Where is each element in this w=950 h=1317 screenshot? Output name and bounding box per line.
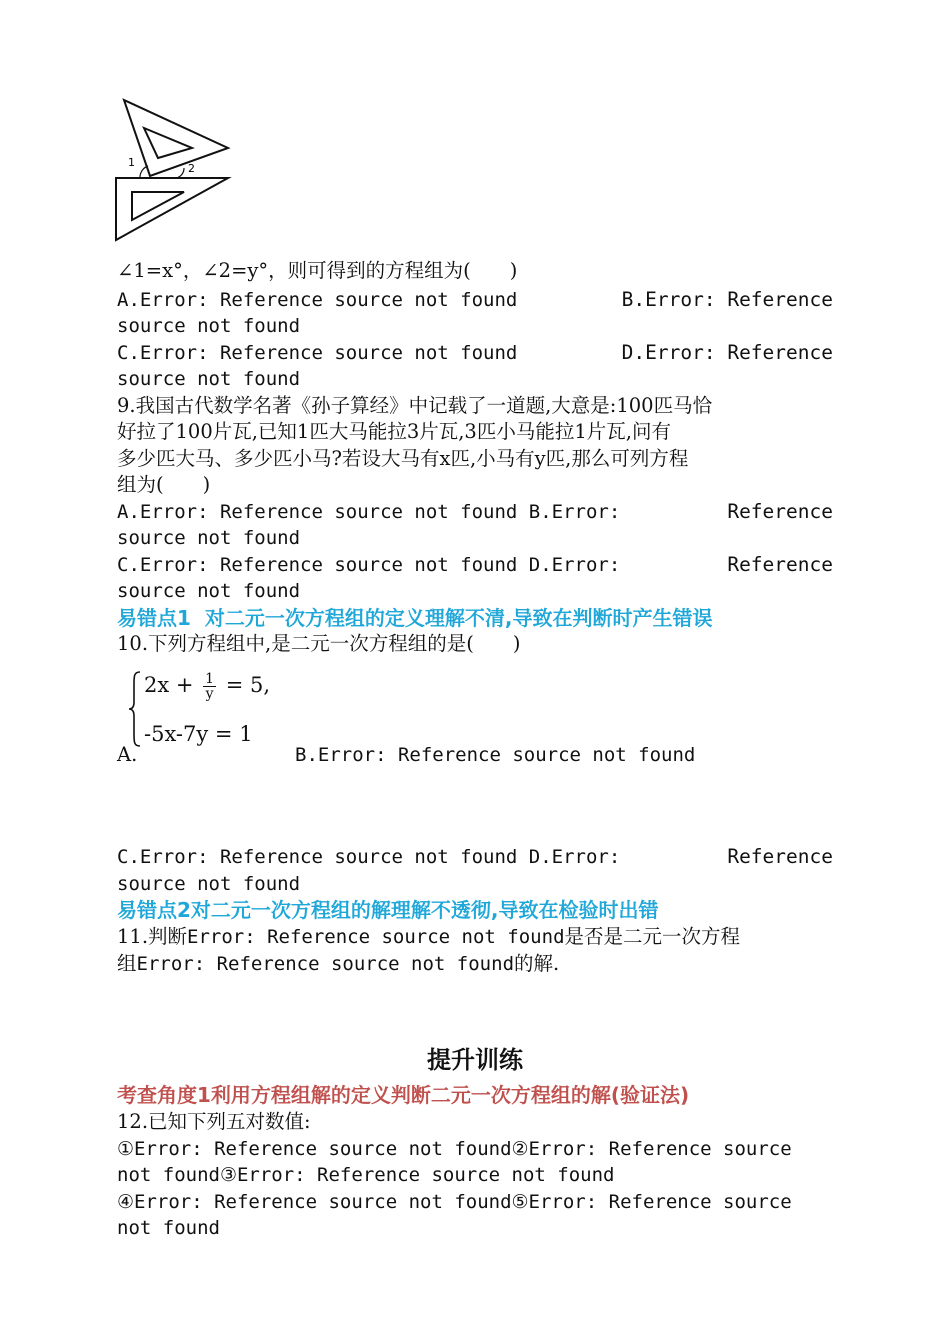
q11-line2-a: 组 — [117, 952, 137, 975]
q11-line1-c: 是否是二元一次方程 — [564, 925, 741, 948]
q10-equation-2: -5x-7y = 1 — [144, 722, 253, 746]
angle-1-heading: 考查角度1利用方程组解的定义判断二元一次方程组的解(验证法) — [117, 1083, 690, 1107]
q8-option-d-cont: source not found — [117, 368, 301, 390]
q10-stem: 10.下列方程组中,是二元一次方程组的是( ) — [117, 632, 521, 655]
angle-2-label: 2 — [188, 162, 195, 175]
pitfall-2-heading: 易错点2对二元一次方程组的解理解不透彻,导致在检验时出错 — [117, 898, 659, 922]
q10-option-a-label: A. — [117, 743, 138, 766]
q10-options-cd-tail: Reference — [727, 845, 833, 868]
q8-option-b-cont: source not found — [117, 315, 301, 337]
set-square-figure — [112, 96, 236, 244]
q11-line-2 — [117, 951, 559, 977]
q8-stem: ∠1=x°，∠2=y°，则可得到的方程组为( ) — [117, 259, 518, 282]
q9-line-3: 多少匹大马、多少匹小马?若设大马有x匹,小马有y匹,那么可列方程 — [117, 447, 689, 470]
q9-line-4: 组为( ) — [117, 473, 211, 496]
q10-options-cd: C.Error: Reference source not found D.Error: — [117, 846, 621, 868]
angle-1-label: 1 — [128, 156, 135, 169]
q10-option-b: B.Error: Reference source not found — [295, 744, 696, 766]
q8-option-a: A.Error: Reference source not found — [117, 289, 518, 311]
eq1-left: 2x + — [144, 673, 194, 697]
q12-row-4: not found — [117, 1217, 220, 1239]
q12-row-3: ④Error: Reference source not found⑤Error: Reference source — [117, 1191, 792, 1213]
upper-set-square-outer — [124, 100, 228, 176]
q9-options-ab-tail: Reference — [727, 500, 833, 523]
q9-options-cd: C.Error: Reference source not found D.Error: — [117, 554, 621, 576]
q10-options-cd-cont: source not found — [117, 873, 301, 895]
upper-set-square-inner — [144, 128, 192, 158]
q8-option-b: B.Error: Reference — [621, 288, 833, 311]
q9-options-ab: A.Error: Reference source not found B.Error: — [117, 501, 621, 523]
q11-line1-b: Error: Reference source not found — [187, 926, 565, 948]
q10-equation-1 — [144, 672, 270, 701]
q8-option-d: D.Error: Reference — [621, 341, 833, 364]
angle-2-arc — [176, 168, 184, 178]
q9-options-ab-cont: source not found — [117, 527, 301, 549]
q9-line-2: 好拉了100片瓦,已知1匹大马能拉3片瓦,3匹小马能拉1片瓦,问有 — [117, 420, 671, 443]
section-heading: 提升训练 — [427, 1046, 523, 1074]
q11-line2-b: Error: Reference source not found — [136, 953, 515, 975]
q11-line1-a: 11.判断 — [117, 925, 188, 948]
q8-option-c: C.Error: Reference source not found — [117, 342, 518, 364]
q11-line-1 — [117, 924, 740, 950]
eq1-right: = 5, — [225, 673, 271, 697]
pitfall-1-heading: 易错点1 对二元一次方程组的定义理解不清,导致在判断时产生错误 — [117, 606, 713, 630]
q9-line-1: 9.我国古代数学名著《孙子算经》中记载了一道题,大意是:100匹马恰 — [117, 394, 713, 417]
left-brace — [128, 670, 142, 748]
eq1-fraction — [203, 672, 216, 701]
q9-options-cd-tail: Reference — [727, 553, 833, 576]
eq1-numerator: 1 — [205, 671, 215, 687]
eq1-denominator: y — [205, 686, 214, 702]
q11-line2-c: 的解. — [514, 952, 560, 975]
q12-stem: 12.已知下列五对数值: — [117, 1110, 311, 1133]
q12-row-2: not found③Error: Reference source not found — [117, 1164, 615, 1186]
q10-option-a-equation-system — [128, 668, 278, 750]
q9-options-cd-cont: source not found — [117, 580, 301, 602]
q12-row-1: ①Error: Reference source not found②Error: Reference source — [117, 1138, 792, 1160]
